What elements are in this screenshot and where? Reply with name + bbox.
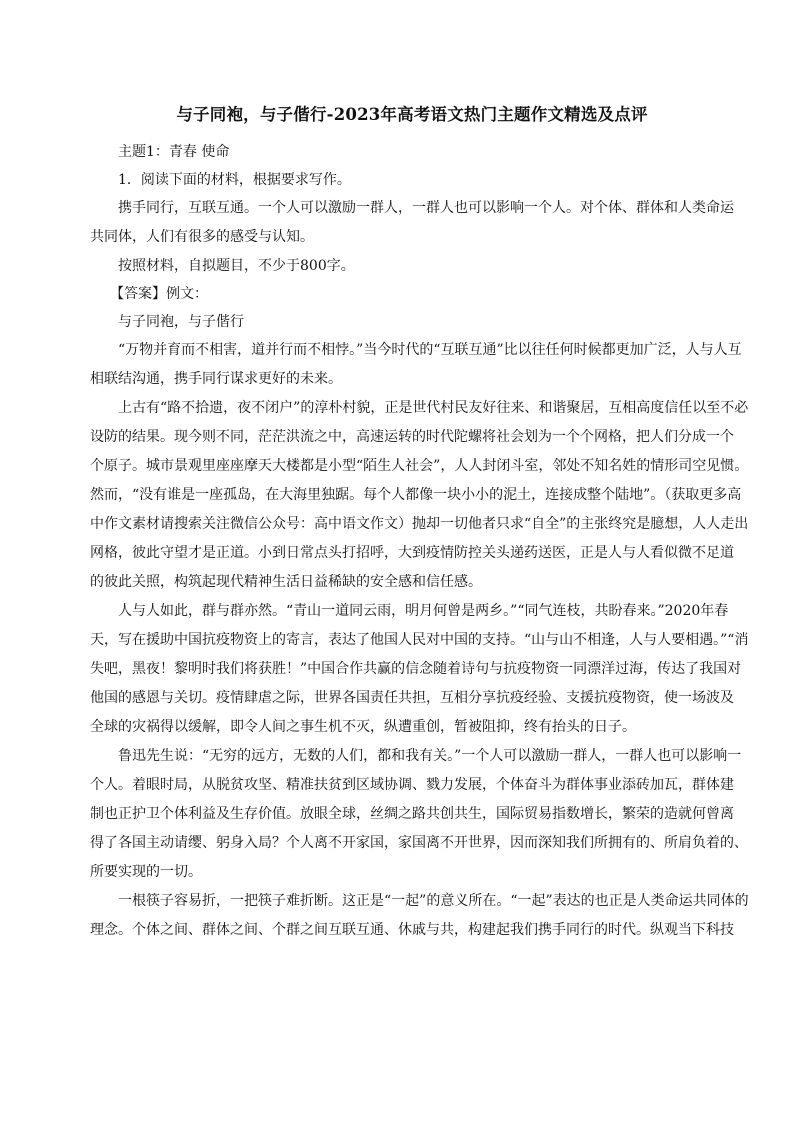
question-item: 1．阅读下面的材料，根据要求写作。 — [118, 172, 351, 188]
essay-body — [90, 336, 749, 945]
essay-paragraph — [90, 887, 749, 945]
essay-line: 个人。着眼时局，从脱贫攻坚、精准扶贫到区域协调、戮力发展，个体奋斗为群体事业添砖加瓦，群体建 — [90, 777, 734, 793]
essay-line: 中作文素材请搜索关注微信公众号：高中语文作文）抛却一切他者只求“自全”的主张终究是臆想，人人走出 — [90, 516, 749, 532]
essay-line: 网格，彼此守望才是正道。小到日常点头打招呼，大到疫情防控关头递药送医，正是人与人看似微不足道 — [90, 545, 734, 561]
essay-line: “万物并育而不相害，道并行而不相悖。”当今时代的“互联互通”比以往任何时候都更加广泛，人与人互 — [118, 342, 742, 358]
essay-title: 与子同袍，与子偕行 — [118, 314, 244, 330]
essay-line: 设防的结果。现今则不同，茫茫洪流之中，高速运转的时代陀螺将社会划为一个个网格，把人们分成一个 — [90, 429, 734, 445]
essay-line: 上古有“路不拾遗，夜不闭户”的淳朴村貌，正是世代村民友好往来、和谐聚居，互相高度信任以至不必 — [118, 400, 749, 416]
topic-line: 主题1：青春 使命 — [118, 144, 230, 160]
essay-paragraph — [90, 597, 749, 742]
essay-paragraph — [90, 394, 749, 597]
essay-line: 他国的感恩与关切。疫情肆虐之际，世界各国责任共担，互相分享抗疫经验、支援抗疫物资，使一场波及 — [90, 690, 734, 706]
essay-line: 失吧，黑夜！黎明时我们将获胜！”中国合作共赢的信念随着诗句与抗疫物资一同漂洋过海，传达了我国对 — [90, 661, 742, 677]
essay-line: 制也正护卫个体利益及生存价值。放眼全球，丝绸之路共创共生，国际贸易指数增长，繁荣的造就何曾离 — [90, 806, 734, 822]
material-paragraph — [90, 194, 734, 252]
essay-paragraph — [90, 336, 742, 394]
essay-line: 个原子。城市景观里座座摩天大楼都是小型“陌生人社会”，人人封闭斗室，邻处不知名姓的情形司空见惯。 — [90, 458, 749, 474]
essay-line: 鲁迅先生说：“无穷的远方，无数的人们，都和我有关。”一个人可以激励一群人，一群人也可以影响一 — [118, 748, 742, 764]
essay-line: 人与人如此，群与群亦然。“青山一道同云雨，明月何曾是两乡。”“同气连枝，共盼春来。”2020年春 — [118, 603, 729, 619]
essay-line: 然而，“没有谁是一座孤岛，在大海里独踞。每个人都像一块小小的泥土，连接成整个陆地”。（获取更多高 — [90, 487, 742, 503]
requirement-line: 按照材料，自拟题目，不少于800字。 — [118, 258, 355, 274]
essay-line: 全球的灾祸得以缓解，即令人间之事生机不灭，纵遭重创，暂被阻抑，终有抬头的日子。 — [90, 719, 636, 735]
material-line: 携手同行，互联互通。一个人可以激励一群人，一群人也可以影响一个人。对个体、群体和人类命运 — [118, 200, 734, 216]
material-line: 共同体，人们有很多的感受与认知。 — [90, 229, 314, 245]
essay-line: 理念。个体之间、群体之间、个群之间互联互通、休戚与共，构建起我们携手同行的时代。纵观当下科技 — [90, 922, 734, 938]
essay-line: 所要实现的一切。 — [90, 864, 202, 880]
answer-label: 【答案】例文： — [110, 286, 208, 302]
essay-line: 得了各国主动请缨、躬身入局？个人离不开家国，家国离不开世界，因而深知我们所拥有的、所肩负着的、 — [90, 835, 748, 851]
essay-line: 的彼此关照，构筑起现代精神生活日益稀缺的安全感和信任感。 — [90, 574, 482, 590]
essay-line: 天，写在援助中国抗疫物资上的寄言，表达了他国人民对中国的支持。“山与山不相逢，人与人要相遇。”“消 — [90, 632, 749, 648]
essay-line: 一根筷子容易折，一把筷子难折断。这正是“一起”的意义所在。“一起”表达的也正是人类命运共同体的 — [118, 893, 749, 909]
essay-paragraph — [90, 742, 748, 887]
essay-line: 相联结沟通，携手同行谋求更好的未来。 — [90, 371, 342, 387]
document-title: 与子同袍，与子偕行-2023年高考语文热门主题作文精选及点评 — [176, 105, 648, 124]
